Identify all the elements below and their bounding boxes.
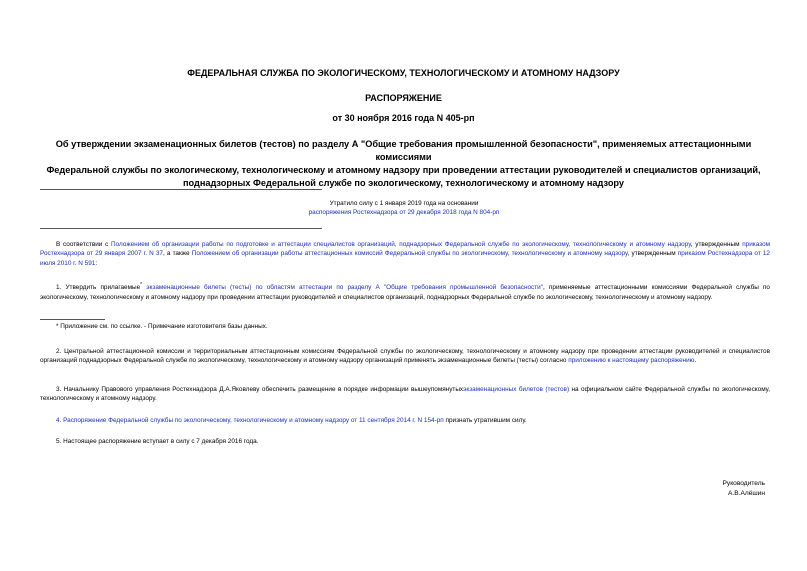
status-note [220, 199, 588, 218]
title-line-3: поднадзорных Федеральной службе по экологическому, технологическому и атомному надзору [182, 178, 625, 188]
document-type: РАСПОРЯЖЕНИЕ [365, 93, 442, 103]
link-order-154[interactable]: 4. Распоряжение Федеральной службы по экологическому, технологическому и атомному надзору от 11 сентября 2014 г. N 154-рп [56, 417, 444, 424]
item-1-text: , применяемые аттестационными комиссиями Федеральной службы по экологическому, технологическому и атомному надзору при проведении аттестации руководителей и специалистов организаций, поднадзорных Федеральной службе по экологическому, технологическому и атомному надзору. [40, 284, 770, 301]
link-appendix[interactable]: приложению к настоящему распоряжению [568, 357, 695, 365]
preamble-text: , утвержденным [627, 250, 678, 258]
link-order-591[interactable]: приказом Ростехнадзора от 12 июля 2010 г. N 591 [40, 250, 770, 267]
link-attestation-regulation[interactable]: Положением об организации работы по подготовке и аттестации специалистов организаций, поднадзорных Федеральной службе по экологическому, технологическому и атомному надзору [111, 241, 691, 248]
item-5-paragraph: 5. Настоящее распоряжение вступает в силу с 7 декабря 2016 года. [56, 438, 259, 445]
footnote-rule [40, 319, 105, 320]
status-note-link[interactable]: распоряжения Ростехнадзора от 29 декабря 2018 года N 804-рп [308, 209, 500, 217]
item-1-paragraph [40, 281, 770, 302]
item-2-text: . [694, 357, 697, 365]
item-3-text: 3. Начальнику Правового управления Ростехнадзора Д.А.Яковлеву обеспечить размещение в порядке информации вышеупомянутых [56, 386, 464, 393]
item-3-text: на официальном сайте Федеральной службы по экологическому, технологическому и атомному надзору. [40, 386, 771, 403]
preamble-text: : [95, 259, 98, 267]
signatory-name: А.В.Алёшин [728, 489, 765, 497]
footnote-marker: * [140, 282, 143, 288]
preamble-text: , утвержденным [690, 241, 743, 248]
item-1-text: 1. Утвердить прилагаемые [56, 284, 141, 292]
item-3-paragraph [40, 385, 770, 404]
item-4-text: признать утратившим силу. [443, 417, 527, 424]
document-date-number: от 30 ноября 2016 года N 405-рп [332, 113, 475, 123]
signature-block [723, 479, 765, 498]
link-order-37[interactable]: приказом Ростехнадзора от 29 января 2007 г. N 37 [40, 241, 771, 258]
separator-rule-bottom [40, 228, 322, 229]
agency-name: ФЕДЕРАЛЬНАЯ СЛУЖБА ПО ЭКОЛОГИЧЕСКОМУ, ТЕХНОЛОГИЧЕСКОМУ И АТОМНОМУ НАДЗОРУ [187, 68, 620, 78]
item-4-paragraph [40, 416, 770, 425]
link-exam-tickets[interactable]: экзаменационные билеты (тесты) по областям аттестации по разделу А "Общие требования промышленной безопасности" [146, 284, 544, 292]
link-exam-tests[interactable]: экзаменационных билетов (тестов) [463, 386, 570, 393]
preamble-paragraph [40, 240, 770, 268]
link-commissions-regulation[interactable]: Положением об организации работы аттестационных комиссий Федеральной службы по экологическому, технологическому и атомному надзору [191, 250, 628, 258]
preamble-text: В соответствии с [56, 241, 112, 248]
signatory-role: Руководитель [722, 480, 765, 487]
separator-rule-top [40, 189, 322, 190]
title-line-1: Об утверждении экзаменационных билетов (тестов) по разделу А "Общие требования промышленной безопасности", применяемых аттестационными комиссиями [55, 139, 752, 162]
status-note-text: Утратило силу с 1 января 2019 года на основании [329, 200, 479, 207]
footnote: * Приложение см. по ссылке. - Примечание изготовителя базы данных. [56, 323, 268, 330]
document-title [40, 138, 767, 190]
preamble-text: , а также [162, 250, 192, 258]
item-2-paragraph [40, 347, 770, 366]
item-2-text: 2. Центральной аттестационной комиссии и территориальным аттестационным комиссиям Федеральной службы по экологическому, технологическому и атомному надзору при проведении аттестации руководителей и специалистов организаций поднадзорных Федеральной службе по экологическому, технологическому и атомному надзору организаций применять экзаменационные билеты (тесты) согласно [40, 348, 770, 365]
title-line-2: Федеральной службы по экологическому, технологическому и атомному надзору при проведении аттестации руководителей и специалистов организаций, [46, 165, 761, 175]
